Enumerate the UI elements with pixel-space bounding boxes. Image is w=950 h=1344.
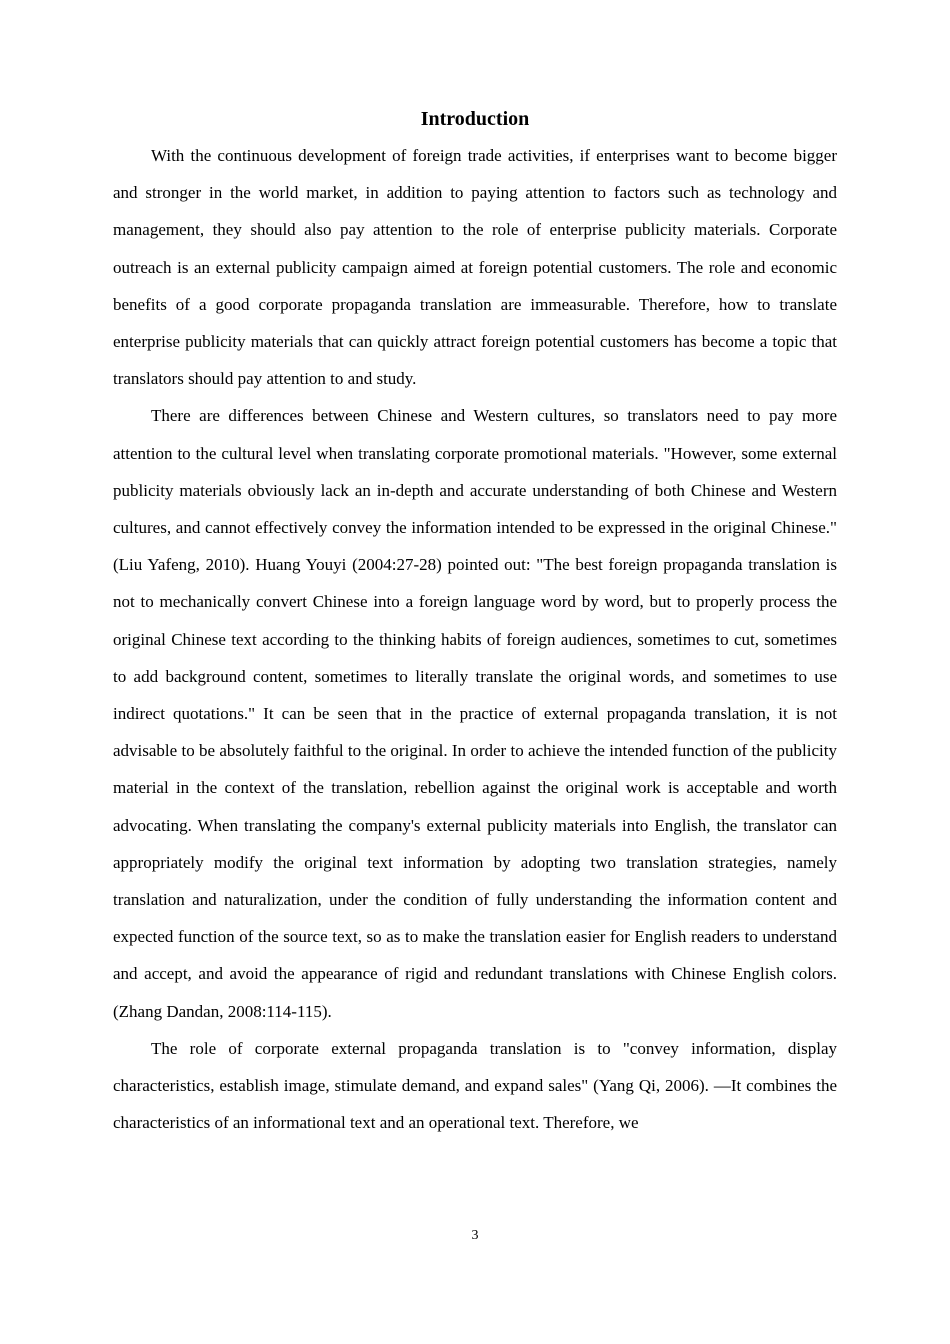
- page-number: 3: [471, 1228, 479, 1243]
- section-heading: Introduction: [420, 108, 530, 130]
- body-text: [113, 137, 837, 1141]
- paragraph-1: With the continuous development of foreign trade activities, if enterprises want to become bigger and stronger in the world market, in addition to paying attention to factors such as technology and management, they should also pay attention to the role of enterprise publicity materials. Corporate outreach is an external publicity campaign aimed at foreign potential customers. The role and economic benefits of a good corporate propaganda translation are immeasurable. Therefore, how to translate enterprise publicity materials that can quickly attract foreign potential customers has become a topic that translators should pay attention to and study.: [113, 146, 837, 389]
- paragraph-2: There are differences between Chinese and Western cultures, so translators need to pay more attention to the cultural level when translating corporate promotional materials. "However, some external publicity materials obviously lack an in-depth and accurate understanding of both Chinese and Western cultures, and cannot effectively convey the information intended to be expressed in the original Chinese." (Liu Yafeng, 2010). Huang Youyi (2004:27-28) pointed out: "The best foreign propaganda translation is not to mechanically convert Chinese into a foreign language word by word, but to properly process the original Chinese text according to the thinking habits of foreign audiences, sometimes to cut, sometimes to add background content, sometimes to literally translate the original words, and sometimes to use indirect quotations." It can be seen that in the practice of external propaganda translation, it is not advisable to be absolutely faithful to the original. In order to achieve the intended function of the publicity material in the context of the translation, rebellion against the original work is acceptable and worth advocating. When translating the company's external publicity materials into English, the translator can appropriately modify the original text information by adopting two translation strategies, namely translation and naturalization, under the condition of fully understanding the information content and expected function of the source text, so as to make the translation easier for English readers to understand and accept, and avoid the appearance of rigid and redundant translations with Chinese English colors. (Zhang Dandan, 2008:114-115).: [113, 406, 837, 1021]
- paragraph-3: The role of corporate external propaganda translation is to "convey information, display characteristics, establish image, stimulate demand, and expand sales" (Yang Qi, 2006). —It combines the characteristics of an informational text and an operational text. Therefore, we: [113, 1038, 837, 1133]
